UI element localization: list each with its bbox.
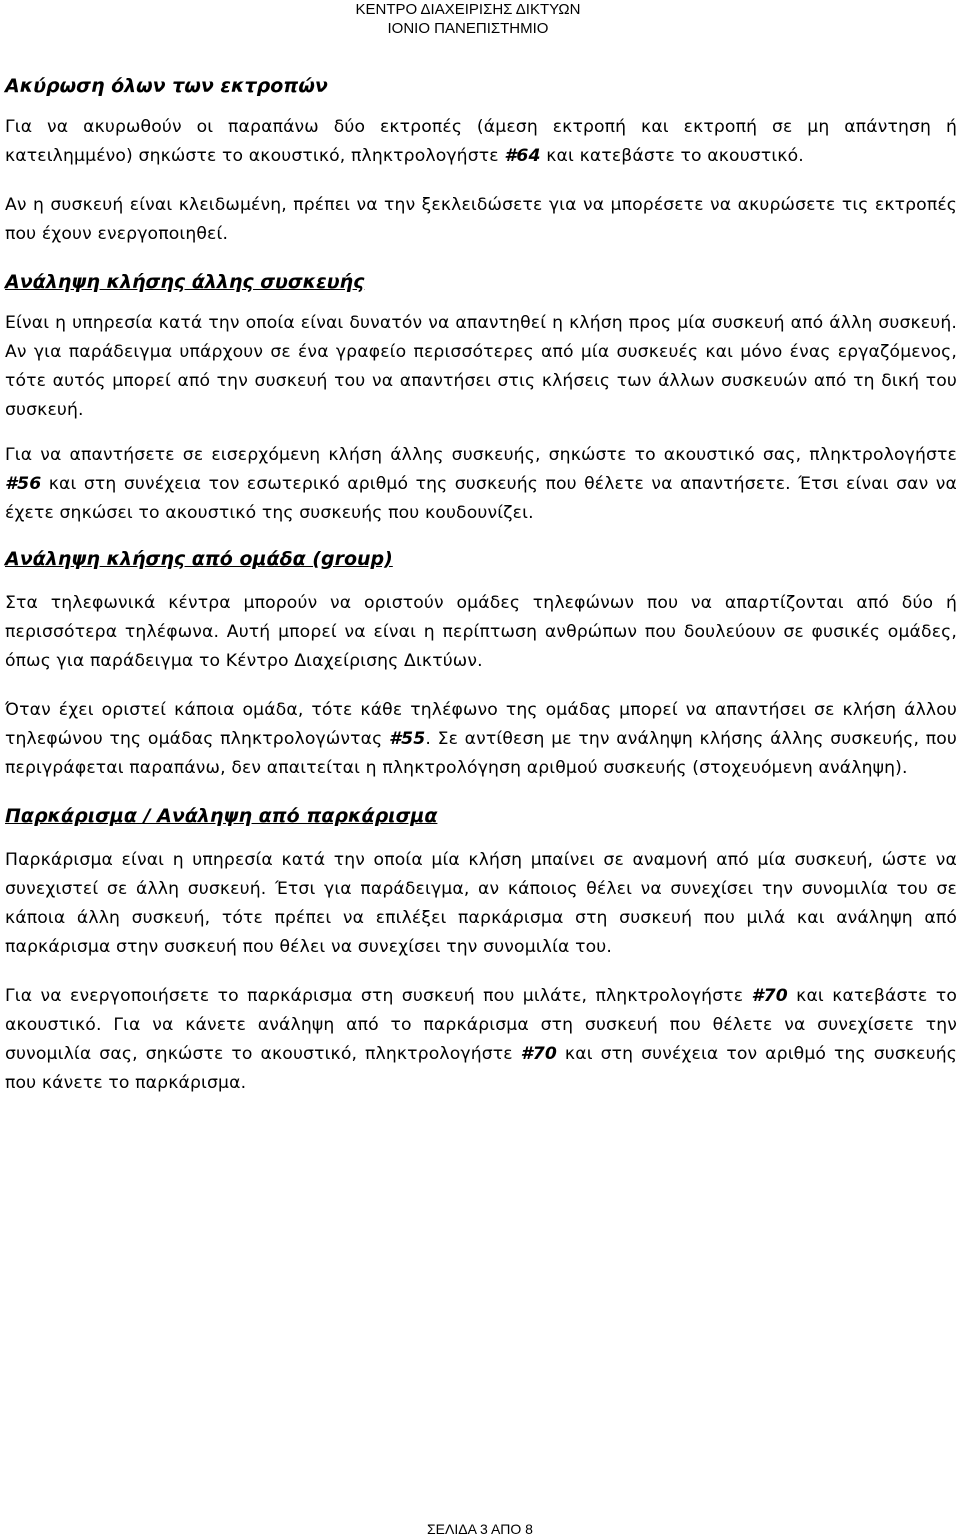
- text: και κατεβάστε το ακουστικό.: [540, 146, 804, 166]
- code-55: #55: [389, 729, 426, 749]
- code-64: #64: [504, 146, 541, 166]
- section-title-pickup-group: Ανάληψη κλήσης από ομάδα (group): [5, 548, 393, 570]
- text: . Σε αντίθεση με την ανάληψη κλήσης άλλης συσκευής, που περιγράφεται παραπάνω, δεν απαιτείται η πληκτρολόγηση αριθμού συσκευής (στοχευόμενη ανάληψη).: [5, 729, 958, 778]
- section-title-parking: Παρκάρισμα / Ανάληψη από παρκάρισμα: [5, 805, 438, 827]
- text: και στη συνέχεια τον αριθμό της συσκευής που κάνετε το παρκάρισμα.: [5, 1044, 958, 1093]
- text: Για να απαντήσετε σε εισερχόμενη κλήση άλλης συσκευής, σηκώστε το ακουστικό σας, πληκτρολογήστε: [5, 445, 957, 465]
- code-56: #56: [5, 474, 42, 494]
- paragraph-pickup-group-2: [5, 696, 957, 783]
- text: Για να ενεργοποιήσετε το παρκάρισμα στη συσκευή που μιλάτε, πληκτρολογήστε: [5, 986, 752, 1006]
- text: και στη συνέχεια τον εσωτερικό αριθμό της συσκευής που θέλετε να απαντήσετε. Έτσι είναι σαν να έχετε σηκώσει το ακουστικό της συσκευής που κουδουνίζει.: [5, 474, 957, 523]
- page-number: ΣΕΛΙΔΑ 3 ΑΠΟ 8: [427, 1521, 533, 1537]
- paragraph-parking-1: Παρκάρισμα είναι η υπηρεσία κατά την οποία μία κλήση μπαίνει σε αναμονή από μία συσκευή, ώστε να συνεχιστεί σε άλλη συσκευή. Έτσι για παράδειγμα, αν κάποιος θέλει να συνεχίσει την συνομιλία του σε κάποια άλλη συσκευή, τότε πρέπει να επιλέξει παρκάρισμα στη συσκευή που μιλά και ανάληψη από παρκάρισμα στην συσκευή που θέλει να συνεχίσει την συνομιλία του.: [5, 850, 957, 957]
- document-body: [5, 73, 957, 1098]
- header-university-line: ΙΟΝΙΟ ΠΑΝΕΠΙΣΤΗΜΙΟ: [387, 20, 549, 37]
- section-title-pickup-other-device: Ανάληψη κλήσης άλλης συσκευής: [5, 271, 365, 293]
- paragraph-parking-2: [5, 982, 957, 1098]
- paragraph-cancel-1: [5, 113, 957, 171]
- page-header: [328, 0, 608, 38]
- header-org-line: ΚΕΝΤΡΟ ΔΙΑΧΕΙΡΙΣΗΣ ΔΙΚΤΥΩΝ: [355, 1, 581, 18]
- text: Όταν έχει οριστεί κάποια ομάδα, τότε κάθε τηλέφωνο της ομάδας μπορεί να απαντήσει σε κλήση άλλου τηλεφώνου της ομάδας πληκτρολογώντας: [5, 700, 957, 749]
- paragraph-pickup-other-1: Είναι η υπηρεσία κατά την οποία είναι δυνατόν να απαντηθεί η κλήση προς μία συσκευή από άλλη συσκευή. Αν για παράδειγμα υπάρχουν σε ένα γραφείο περισσότερες από μία συσκευές και μόνο ένας εργαζόμενος, τότε αυτός μπορεί από την συσκευή του να απαντήσει στις κλήσεις των άλλων συσκευών από τη δική του συσκευή.: [5, 313, 957, 420]
- text: και κατεβάστε το ακουστικό. Για να κάνετε ανάληψη από το παρκάρισμα στη συσκευή που θέλετε να συνεχίσετε την συνομιλία σας, σηκώστε το ακουστικό, πληκτρολογήστε: [5, 986, 957, 1064]
- paragraph-cancel-2: Αν η συσκευή είναι κλειδωμένη, πρέπει να την ξεκλειδώσετε για να μπορέσετε να ακυρώσετε τις εκτροπές που έχουν ενεργοποιηθεί.: [5, 195, 957, 244]
- page-footer: [0, 1521, 960, 1538]
- code-70-park: #70: [751, 986, 788, 1006]
- paragraph-pickup-group-1: Στα τηλεφωνικά κέντρα μπορούν να οριστούν ομάδες τηλεφώνων που να απαρτίζονται από δύο ή περισσότερα τηλέφωνα. Αυτή μπορεί να είναι η περίπτωση ανθρώπων που δουλεύουν σε φυσικές ομάδες, όπως για παράδειγμα το Κέντρο Διαχείρισης Δικτύων.: [5, 593, 957, 671]
- code-70-retrieve: #70: [520, 1044, 557, 1064]
- paragraph-pickup-other-2: [5, 441, 957, 528]
- section-title-cancel-diversions: Ακύρωση όλων των εκτροπών: [5, 75, 328, 97]
- text: Για να ακυρωθούν οι παραπάνω δύο εκτροπές (άμεση εκτροπή και εκτροπή σε μη απάντηση ή κατειλημμένο) σηκώστε το ακουστικό, πληκτρολογήστε: [5, 117, 957, 166]
